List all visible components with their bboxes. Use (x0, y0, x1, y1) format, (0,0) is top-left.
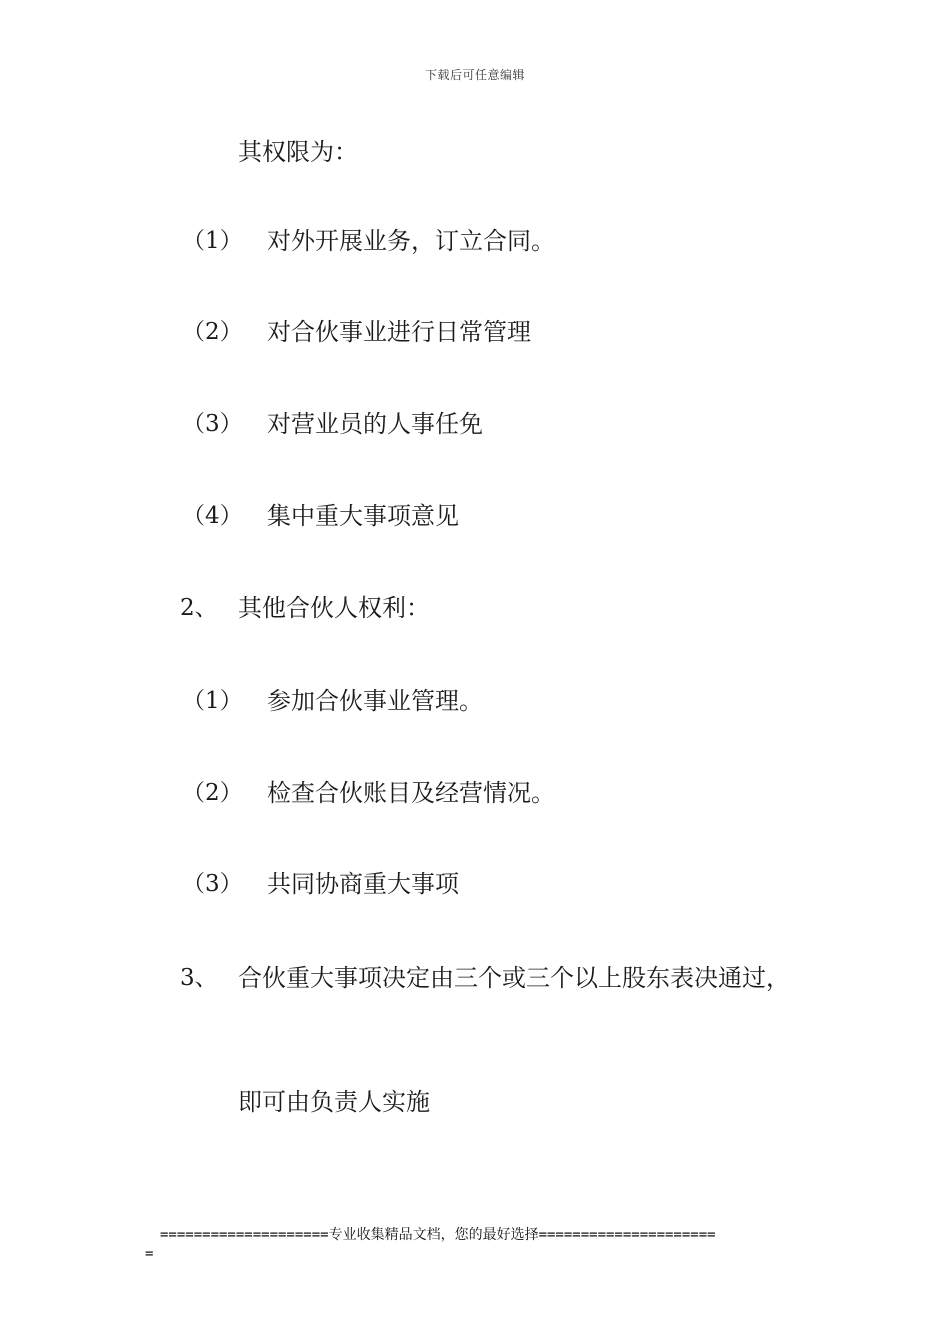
intro-text: 其权限为： (238, 138, 358, 166)
page-footer-line1: ====================专业收集精品文档，您的最好选择===================== (160, 1227, 716, 1243)
power-1-text: 对外开展业务，订立合同。 (267, 227, 555, 255)
page-header: 下载后可任意编辑 (424, 68, 525, 82)
right-1-text: 参加合伙事业管理。 (267, 687, 483, 715)
power-3-number: （3） (182, 411, 243, 437)
power-4-text: 集中重大事项意见 (267, 502, 459, 530)
power-2-text: 对合伙事业进行日常管理 (267, 318, 531, 346)
section-2-heading: 其他合伙人权利： (238, 594, 430, 622)
section-3-text: 合伙重大事项决定由三个或三个以上股东表决通过， (238, 964, 790, 992)
section-2-number: 2、 (180, 595, 218, 621)
right-1-number: （1） (182, 688, 243, 714)
right-2-text: 检查合伙账目及经营情况。 (267, 779, 555, 807)
right-2-number: （2） (182, 780, 243, 806)
page-footer-line2: = (145, 1246, 154, 1262)
power-4-number: （4） (182, 503, 243, 529)
power-2-number: （2） (182, 319, 243, 345)
power-3-text: 对营业员的人事任免 (267, 410, 483, 438)
right-3-text: 共同协商重大事项 (267, 870, 459, 898)
section-3-continuation: 即可由负责人实施 (238, 1088, 430, 1116)
power-1-number: （1） (182, 228, 243, 254)
section-3-number: 3、 (180, 965, 218, 991)
right-3-number: （3） (182, 871, 243, 897)
